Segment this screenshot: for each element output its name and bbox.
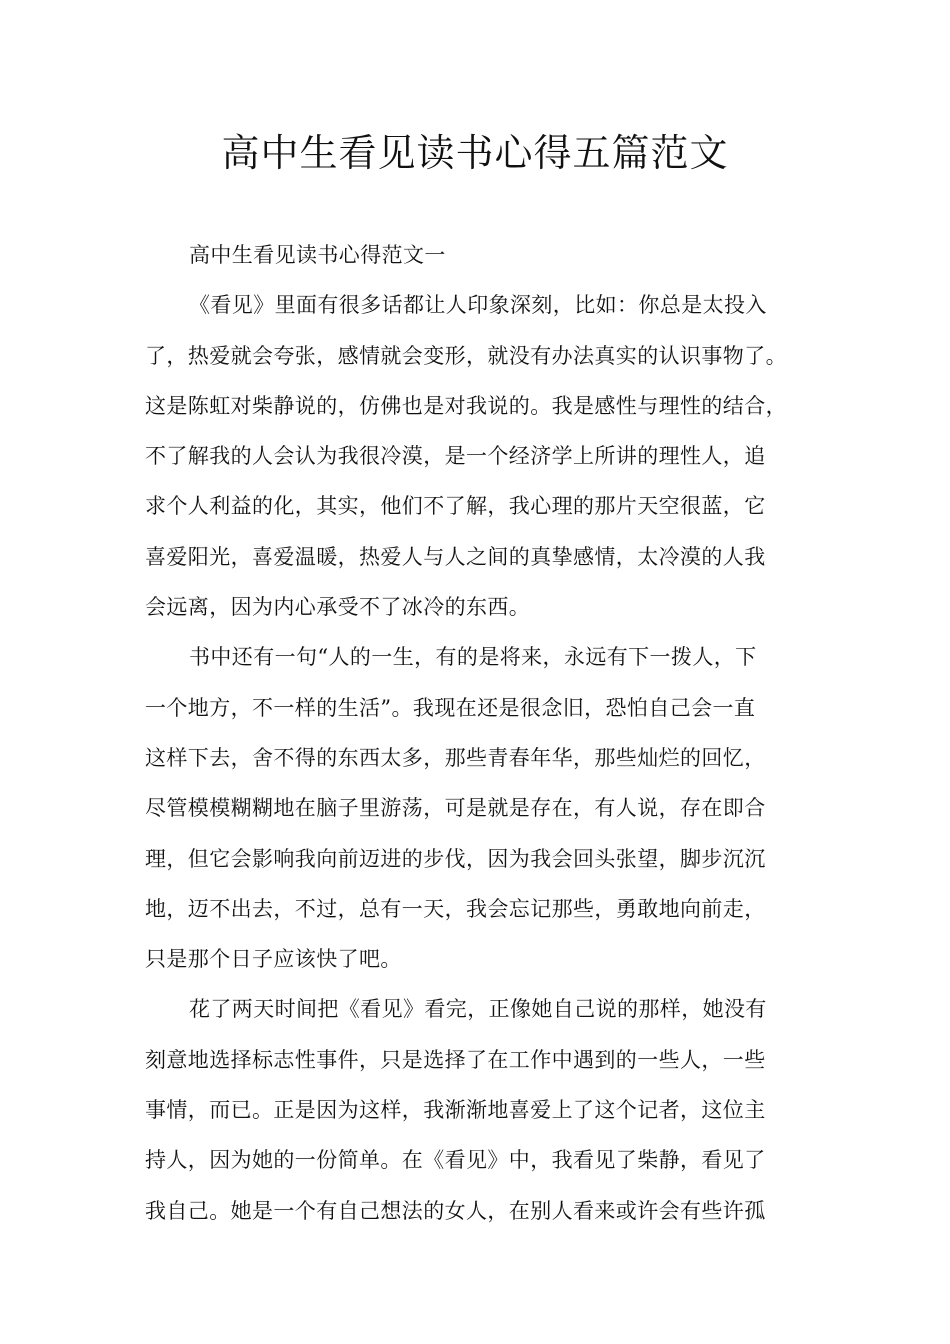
text-line: 《看见》里面有很多话都让人印象深刻，比如：你总是太投入 — [189, 293, 767, 318]
text-line: 不了解我的人会认为我很冷漠，是一个经济学上所讲的理性人，追 — [145, 444, 766, 469]
text-line: 喜爱阳光，喜爱温暖，热爱人与人之间的真挚感情，太冷漠的人我 — [145, 544, 766, 569]
text-line: 尽管模模糊糊地在脑子里游荡，可是就是存在，有人说，存在即合 — [145, 796, 766, 821]
text-line: 刻意地选择标志性事件，只是选择了在工作中遇到的一些人，一些 — [145, 1047, 766, 1072]
document-title: 高中生看见读书心得五篇范文 — [221, 131, 729, 175]
text-line: 这样下去，舍不得的东西太多，那些青春年华，那些灿烂的回忆， — [145, 745, 766, 770]
text-line: 了，热爱就会夸张，感情就会变形，就没有办法真实的认识事物了。 — [145, 343, 787, 368]
text-line: 求个人利益的化，其实，他们不了解，我心理的那片天空很蓝，它 — [145, 494, 766, 519]
text-line: 书中还有一句“人的一生，有的是将来，永远有下一拨人，下 — [189, 645, 757, 670]
text-line: 地，迈不出去，不过，总有一天，我会忘记那些，勇敢地向前走， — [145, 896, 766, 921]
text-line: 高中生看见读书心得范文一 — [189, 243, 446, 267]
text-line: 理，但它会影响我向前迈进的步伐，因为我会回头张望，脚步沉沉 — [145, 846, 766, 871]
text-line: 持人，因为她的一份简单。在《看见》中，我看见了柴静，看见了 — [145, 1148, 766, 1173]
text-line: 这是陈虹对柴静说的，仿佛也是对我说的。我是感性与理性的结合， — [145, 393, 787, 418]
text-line: 一个地方，不一样的生活”。我现在还是很念旧，恐怕自己会一直 — [145, 695, 756, 720]
text-line: 花了两天时间把《看见》看完，正像她自己说的那样，她没有 — [189, 997, 767, 1022]
text-line: 只是那个日子应该快了吧。 — [145, 947, 402, 972]
text-line: 会远离，因为内心承受不了冰冷的东西。 — [145, 595, 531, 620]
text-line: 我自己。她是一个有自己想法的女人，在别人看来或许会有些许孤 — [145, 1198, 766, 1223]
text-line: 事情，而已。正是因为这样，我渐渐地喜爱上了这个记者，这位主 — [145, 1098, 766, 1123]
document-body — [145, 230, 825, 1236]
